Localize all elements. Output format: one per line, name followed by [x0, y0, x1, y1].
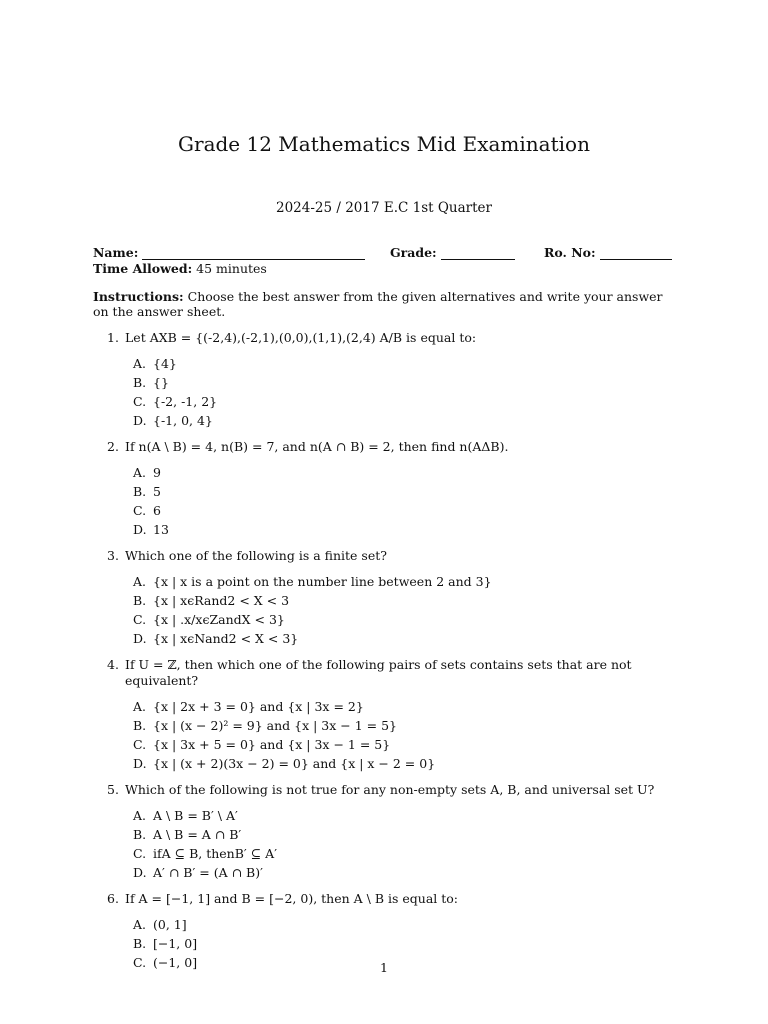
question-list [93, 330, 675, 981]
option-letter: A. [133, 356, 147, 371]
answer-option[interactable] [93, 591, 675, 610]
grade-label: Grade: [390, 245, 437, 260]
option-list [93, 463, 675, 539]
instructions-label: Instructions: [93, 289, 184, 304]
option-letter: B. [133, 718, 147, 733]
option-list [93, 572, 675, 648]
option-letter: C. [133, 612, 147, 627]
question-item [93, 782, 675, 882]
answer-option[interactable] [93, 915, 675, 934]
question-stem [93, 657, 675, 689]
time-allowed [93, 261, 267, 276]
option-text: 6 [153, 503, 161, 518]
option-text: {-2, -1, 2} [153, 394, 218, 409]
answer-option[interactable] [93, 735, 675, 754]
option-letter: D. [133, 756, 147, 771]
time-value: 45 minutes [196, 261, 267, 276]
question-item [93, 548, 675, 648]
option-letter: B. [133, 484, 147, 499]
question-item [93, 439, 675, 539]
question-item [93, 330, 675, 430]
option-letter: D. [133, 413, 147, 428]
question-text: If U = ℤ, then which one of the following pairs of sets contains sets that are not equivalent? [125, 657, 632, 688]
question-text: If A = [−1, 1] and B = [−2, 0), then A \ B is equal to: [125, 891, 459, 906]
option-letter: B. [133, 827, 147, 842]
answer-option[interactable] [93, 463, 675, 482]
answer-option[interactable] [93, 354, 675, 373]
grade-blank[interactable] [441, 246, 515, 260]
question-text: Which one of the following is a finite set? [125, 548, 387, 563]
answer-option[interactable] [93, 501, 675, 520]
instructions [93, 289, 675, 319]
question-number: 1. [107, 330, 119, 345]
answer-option[interactable] [93, 572, 675, 591]
answer-option[interactable] [93, 934, 675, 953]
roll-number-blank[interactable] [600, 246, 672, 260]
option-text: {x | x is a point on the number line between 2 and 3} [153, 574, 492, 589]
option-list [93, 697, 675, 773]
question-item [93, 657, 675, 773]
roll-number-field [544, 245, 672, 260]
option-text: [−1, 0] [153, 936, 198, 951]
answer-option[interactable] [93, 844, 675, 863]
option-text: 13 [153, 522, 169, 537]
question-stem [93, 548, 675, 564]
option-text: A \ B = A ∩ B′ [153, 827, 242, 842]
option-list [93, 354, 675, 430]
name-blank[interactable] [142, 246, 365, 260]
question-stem [93, 782, 675, 798]
option-letter: B. [133, 375, 147, 390]
answer-option[interactable] [93, 482, 675, 501]
question-stem [93, 891, 675, 907]
option-text: {-1, 0, 4} [153, 413, 213, 428]
exam-subtitle: 2024-25 / 2017 E.C 1st Quarter [275, 200, 492, 216]
option-letter: C. [133, 394, 147, 409]
answer-option[interactable] [93, 520, 675, 539]
option-text: A \ B = B′ \ A′ [153, 808, 238, 823]
exam-title: Grade 12 Mathematics Mid Examination [178, 132, 590, 156]
answer-option[interactable] [93, 697, 675, 716]
option-letter: A. [133, 917, 147, 932]
option-text: (−1, 0] [153, 955, 198, 970]
option-text: {x | (x − 2)² = 9} and {x | 3x − 1 = 5} [153, 718, 397, 733]
answer-option[interactable] [93, 863, 675, 882]
option-text: {} [153, 375, 169, 390]
answer-option[interactable] [93, 392, 675, 411]
option-letter: D. [133, 522, 147, 537]
option-text: {x | (x + 2)(3x − 2) = 0} and {x | x − 2 = 0} [153, 756, 436, 771]
answer-option[interactable] [93, 754, 675, 773]
grade-field [390, 245, 515, 260]
option-letter: B. [133, 936, 147, 951]
option-letter: A. [133, 574, 147, 589]
option-text: ifA ⊆ B, thenB′ ⊆ A′ [153, 846, 278, 861]
answer-option[interactable] [93, 610, 675, 629]
option-text: {x | xϵNand2 < X < 3} [153, 631, 299, 646]
question-number: 6. [107, 891, 119, 906]
question-number: 3. [107, 548, 119, 563]
roll-number-label: Ro. No: [544, 245, 596, 260]
option-text: 9 [153, 465, 161, 480]
question-number: 4. [107, 657, 119, 672]
answer-option[interactable] [93, 806, 675, 825]
question-stem [93, 439, 675, 455]
instructions-text: Choose the best answer from the given alternatives and write your answer on the answer sheet. [93, 289, 663, 319]
option-text: {4} [153, 356, 177, 371]
option-text: A′ ∩ B′ = (A ∩ B)′ [153, 865, 263, 880]
answer-option[interactable] [93, 373, 675, 392]
option-text: {x | 3x + 5 = 0} and {x | 3x − 1 = 5} [153, 737, 391, 752]
answer-option[interactable] [93, 411, 675, 430]
option-letter: B. [133, 593, 147, 608]
option-text: {x | xϵRand2 < X < 3 [153, 593, 290, 608]
option-letter: A. [133, 699, 147, 714]
option-text: {x | .x/xϵZandX < 3} [153, 612, 285, 627]
question-text: Which of the following is not true for any non-empty sets A, B, and universal set U? [125, 782, 655, 797]
option-text: {x | 2x + 3 = 0} and {x | 3x = 2} [153, 699, 364, 714]
question-stem [93, 330, 675, 346]
answer-option[interactable] [93, 629, 675, 648]
question-number: 5. [107, 782, 119, 797]
page-number: 1 [380, 960, 388, 975]
option-text: 5 [153, 484, 161, 499]
time-label: Time Allowed: [93, 261, 193, 276]
question-text: If n(A \ B) = 4, n(B) = 7, and n(A ∩ B) = 2, then find n(AΔB). [125, 439, 509, 454]
question-text: Let AXB = {(-2,4),(-2,1),(0,0),(1,1),(2,4) A/B is equal to: [125, 330, 477, 345]
option-letter: D. [133, 865, 147, 880]
option-letter: C. [133, 846, 147, 861]
question-number: 2. [107, 439, 119, 454]
option-list [93, 806, 675, 882]
answer-option[interactable] [93, 716, 675, 735]
name-field [93, 245, 365, 260]
option-letter: A. [133, 808, 147, 823]
option-letter: A. [133, 465, 147, 480]
option-letter: C. [133, 955, 147, 970]
option-text: (0, 1] [153, 917, 187, 932]
answer-option[interactable] [93, 825, 675, 844]
option-letter: C. [133, 737, 147, 752]
option-letter: C. [133, 503, 147, 518]
name-label: Name: [93, 245, 139, 260]
option-letter: D. [133, 631, 147, 646]
